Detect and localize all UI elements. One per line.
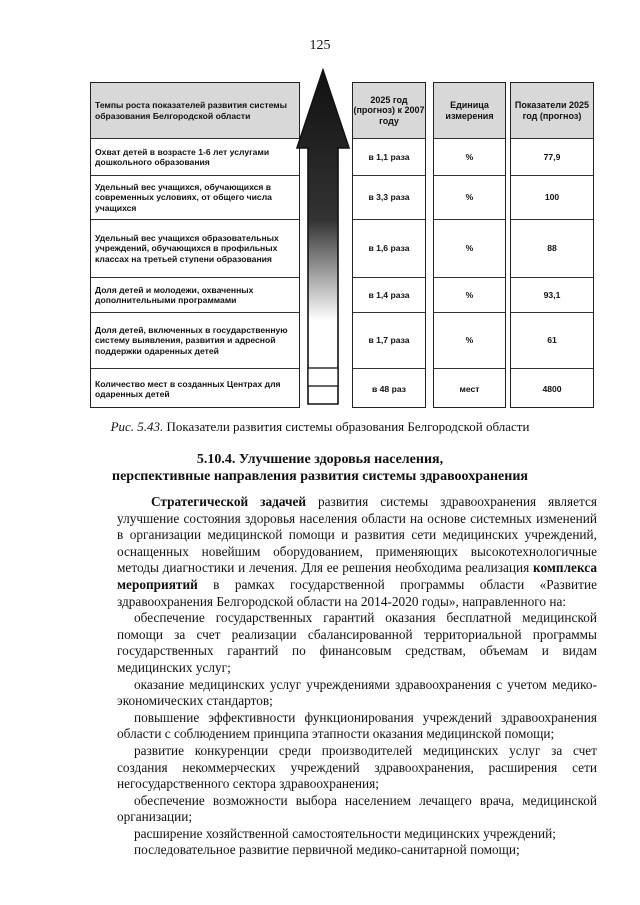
list-item: оказание медицинских услуг учреждениями здравоохранения с учетом медико-экономических стандартов;: [117, 676, 597, 709]
table-cell-value: 93,1: [511, 278, 593, 313]
list-item: последовательное развитие первичной медико-санитарной помощи;: [134, 842, 520, 858]
growth-arrow-icon: [295, 68, 351, 413]
table-cell-indicator: Доля детей и молодежи, охваченных дополнительными программами: [91, 278, 299, 313]
table-cell-value: 4800: [542, 383, 562, 394]
table-cell-value: 61: [511, 313, 593, 369]
table-cell-value: 100: [511, 176, 593, 220]
table-column-value: [510, 82, 594, 408]
table-column-forecast: [352, 82, 426, 408]
table-cell-unit: мест: [459, 383, 480, 394]
list-item: расширение хозяйственной самостоятельности медицинских учреждений;: [134, 825, 556, 841]
table-cell-value: 88: [511, 220, 593, 278]
table-cell-unit: %: [434, 313, 505, 369]
table-cell-indicator: Охват детей в возрасте 1-6 лет услугами дошкольного образования: [91, 139, 299, 176]
figure-number: Рис. 5.43.: [110, 419, 164, 434]
table-cell-forecast: в 1,6 раза: [353, 220, 425, 278]
table-header-value: Показатели 2025 год (прогноз): [511, 83, 593, 139]
paragraph-text: развития системы здравоохранения является улучшение состояния здоровья населения области на основе системных изменений в организации медицинской помощи и развития сети медицинских учреждений, оснащенных новейшим оборудованием, применяющих высокотехнологичные методы диагностики и лечения. Для ее решения необходима реализация: [117, 494, 597, 576]
table-cell-unit: %: [434, 139, 505, 176]
table-cell-value: 77,9: [511, 139, 593, 176]
paragraph-text: в рамках государственной программы области «Развитие здравоохранения Белгородской области на 2014-2020 годы», направленного на:: [117, 576, 597, 609]
list-item: обеспечение государственных гарантий оказания бесплатной медицинской помощи за счет реализации сбалансированной территориальной программы государственных гарантий по финансовым средствам, объемам и видам медицинских услуг;: [117, 610, 597, 675]
table-cell-forecast: в 3,3 раза: [353, 176, 425, 220]
table-cell-indicator: Доля детей, включенных в государственную систему выявления, развития и адресной поддержки одаренных детей: [91, 313, 299, 369]
table-cell-forecast: в 1,1 раза: [353, 139, 425, 176]
table-cell-unit: %: [434, 176, 505, 220]
table-header-indicator: Темпы роста показателей развития системы образования Белгородской области: [91, 83, 299, 139]
table-cell-forecast: в 1,4 раза: [353, 278, 425, 313]
table-cell-forecast: в 1,7 раза: [353, 313, 425, 369]
list-item: повышение эффективности функционирования учреждений здравоохранения области с соблюдением принципа этапности оказания медицинской помощи;: [117, 709, 597, 742]
section-heading-line: 5.10.4. Улучшение здоровья населения,: [196, 452, 444, 467]
page-number: 125: [309, 38, 331, 53]
intro-paragraph: [117, 494, 597, 610]
figure-caption: [0, 419, 640, 435]
table-cell-indicator: Удельный вес учащихся, обучающихся в современных условиях, от общего числа учащихся: [91, 176, 299, 220]
table-cell-indicator: Удельный вес учащихся образовательных учреждений, обучающихся в профильных классах на третьей ступени образования: [91, 220, 299, 278]
figure-education-indicators: [90, 82, 595, 412]
section-heading-line: перспективные направления развития системы здравоохранения: [112, 469, 528, 484]
table-header-unit: Единица измерения: [434, 83, 505, 139]
table-cell-indicator: Количество мест в созданных Центрах для одаренных детей: [95, 378, 281, 399]
emphasis-term: комплекса мероприятий: [117, 560, 597, 592]
table-column-unit: [433, 82, 506, 408]
table-cell-unit: %: [434, 278, 505, 313]
list-item: обеспечение возможности выбора населением лечащего врача, медицинской организации;: [117, 792, 597, 825]
body-text: [117, 494, 597, 859]
list-item: развитие конкуренции среди производителей медицинских услуг за счет создания некоммерческих учреждений здравоохранения, расширения сети негосударственного сектора здравоохранения;: [117, 742, 597, 792]
section-heading: [0, 451, 640, 485]
table-column-indicator: [90, 82, 300, 408]
table-cell-forecast: в 48 раз: [371, 383, 407, 394]
table-header-forecast: 2025 год (прогноз) к 2007 году: [353, 83, 425, 139]
figure-caption-text: Показатели развития системы образования Белгородской области: [163, 419, 530, 434]
emphasis-term: Стратегической задачей: [151, 494, 307, 509]
table-cell-unit: %: [434, 220, 505, 278]
